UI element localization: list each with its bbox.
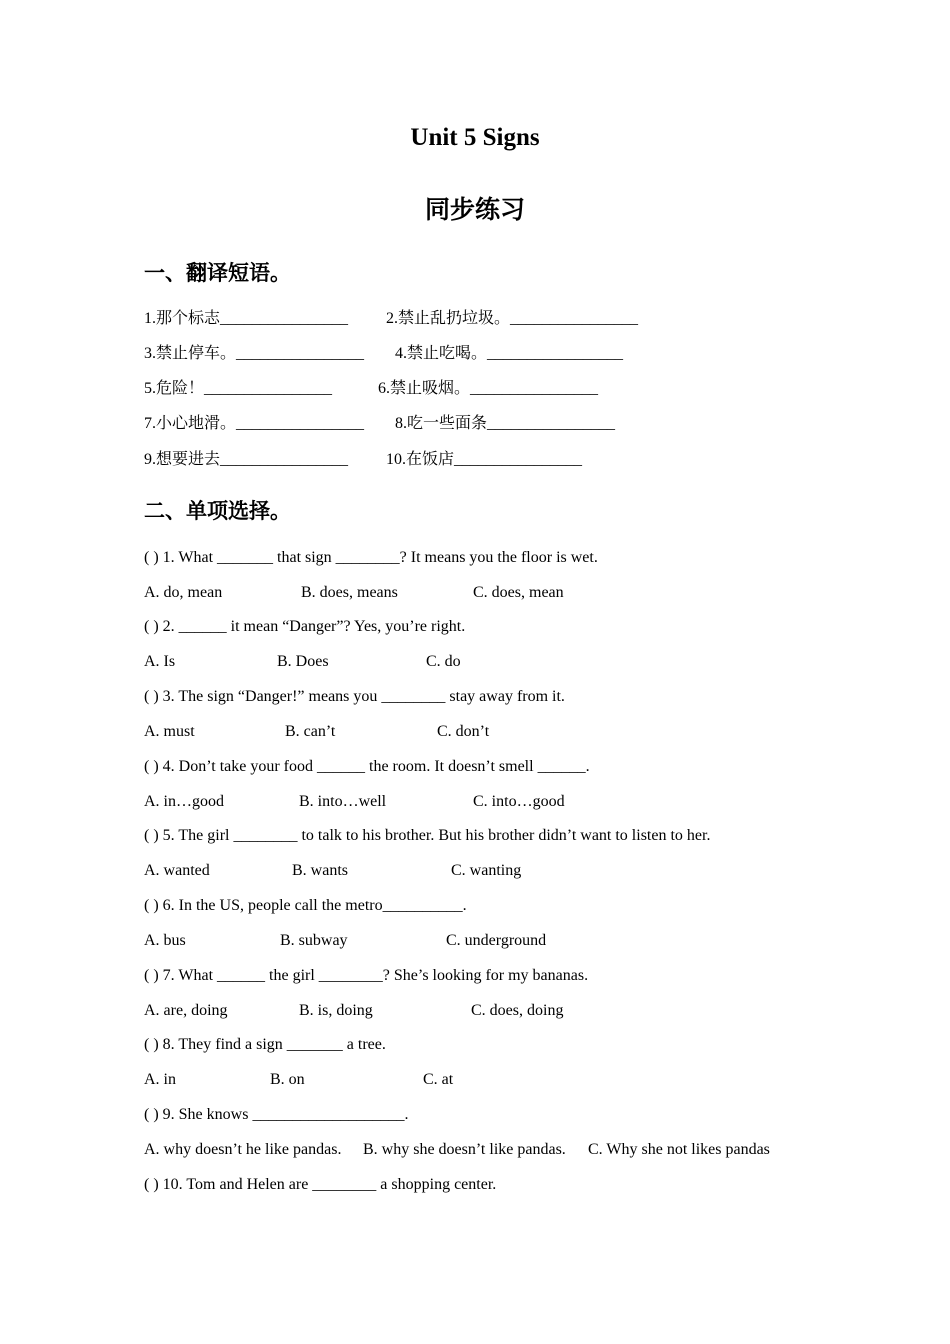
translate-item: 8.吃一些面条________________ (395, 415, 616, 432)
translate-item: 5.危险！________________ (144, 380, 333, 397)
option-b: B. why she doesn’t like pandas. (363, 1141, 566, 1158)
page-title: Unit 5 Signs (410, 124, 540, 151)
translate-item: 9.想要进去________________ (144, 451, 349, 468)
option-b: B. can’t (285, 723, 336, 740)
option-c: C. do (426, 653, 461, 670)
option-a: A. in (144, 1071, 176, 1088)
option-a: A. bus (144, 932, 186, 949)
question-stem: ( ) 1. What _______ that sign ________? It means you the floor is wet. (144, 549, 598, 566)
translate-item: 6.禁止吸烟。________________ (378, 380, 599, 397)
option-a: A. must (144, 723, 195, 740)
question-stem: ( ) 5. The girl ________ to talk to his brother. But his brother didn’t want to listen to her. (144, 827, 711, 844)
question-stem: ( ) 3. The sign “Danger!” means you ________ stay away from it. (144, 688, 565, 705)
section-heading-choice: 二、单项选择。 (144, 499, 291, 523)
option-c: C. does, doing (471, 1002, 564, 1019)
option-a: A. do, mean (144, 584, 223, 601)
option-b: B. wants (292, 862, 348, 879)
page-subtitle: 同步练习 (424, 197, 525, 224)
option-a: A. why doesn’t he like pandas. (144, 1141, 342, 1158)
translate-item: 7.小心地滑。________________ (144, 415, 365, 432)
translate-item: 3.禁止停车。________________ (144, 345, 365, 362)
option-b: B. subway (280, 932, 348, 949)
option-a: A. Is (144, 653, 176, 670)
option-c: C. into…good (473, 793, 565, 810)
option-a: A. are, doing (144, 1002, 228, 1019)
option-b: B. Does (277, 653, 329, 670)
question-stem: ( ) 8. They find a sign _______ a tree. (144, 1036, 386, 1053)
translate-item: 4.禁止吃喝。_________________ (395, 345, 624, 362)
option-c: C. does, mean (473, 584, 564, 601)
section-heading-translate: 一、翻译短语。 (144, 261, 291, 285)
option-c: C. at (423, 1071, 454, 1088)
option-a: A. in…good (144, 793, 224, 810)
question-stem: ( ) 9. She knows ___________________. (144, 1106, 409, 1123)
question-stem: ( ) 7. What ______ the girl ________? She’s looking for my bananas. (144, 967, 589, 984)
option-a: A. wanted (144, 862, 210, 879)
translate-item: 2.禁止乱扔垃圾。________________ (386, 310, 639, 327)
translate-item: 10.在饭店________________ (386, 451, 583, 468)
question-stem: ( ) 2. ______ it mean “Danger”? Yes, you’re right. (144, 618, 466, 635)
option-c: C. don’t (437, 723, 490, 740)
option-b: B. is, doing (299, 1002, 373, 1019)
option-b: B. does, means (301, 584, 398, 601)
question-stem: ( ) 6. In the US, people call the metro__________. (144, 897, 467, 914)
translate-item: 1.那个标志________________ (144, 310, 349, 327)
option-b: B. into…well (299, 793, 387, 810)
option-b: B. on (270, 1071, 305, 1088)
option-c: C. wanting (451, 862, 522, 879)
option-c: C. underground (446, 932, 547, 949)
option-c: C. Why she not likes pandas (588, 1141, 770, 1158)
question-stem: ( ) 10. Tom and Helen are ________ a shopping center. (144, 1176, 497, 1193)
question-stem: ( ) 4. Don’t take your food ______ the room. It doesn’t smell ______. (144, 758, 590, 775)
